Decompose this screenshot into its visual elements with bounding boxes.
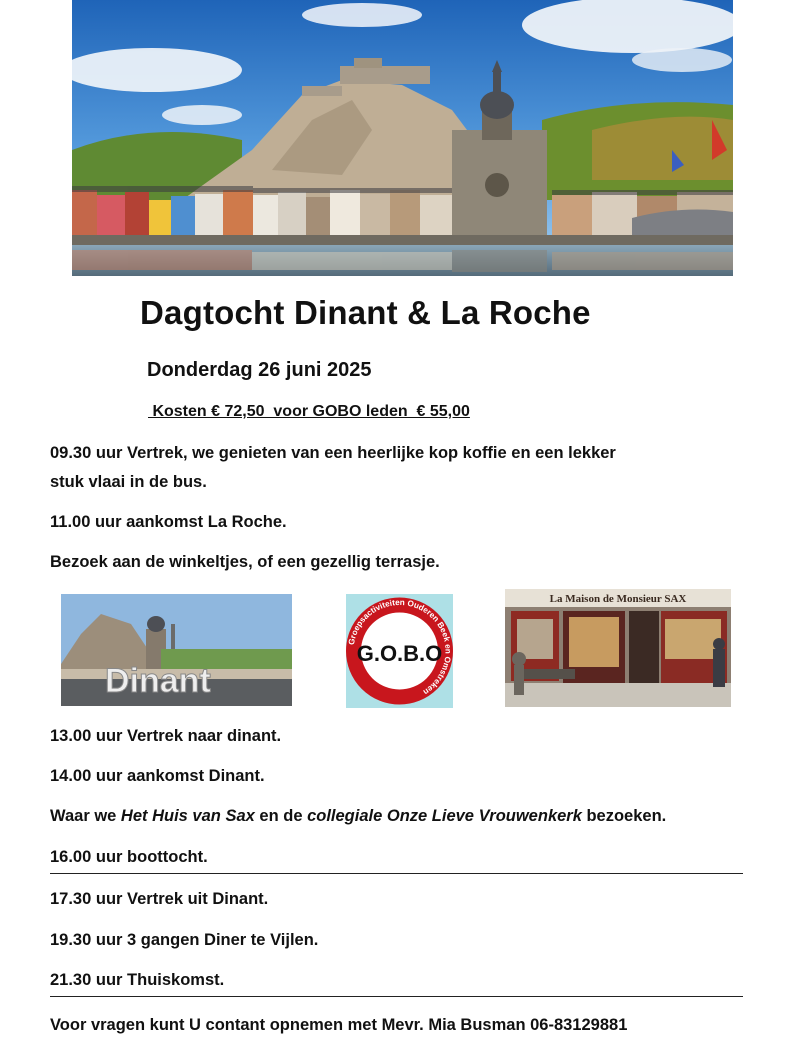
gobo-logo xyxy=(346,594,453,708)
schedule-home: 21.30 uur Thuiskomst. xyxy=(50,971,225,989)
visit-middle: en de xyxy=(254,807,308,825)
visit-prefix: Waar we xyxy=(50,807,121,825)
schedule-arrive-dinant: 14.00 uur aankomst Dinant. xyxy=(50,767,265,785)
photo-maison-sax xyxy=(505,589,731,707)
schedule-depart-dinant: 13.00 uur Vertrek naar dinant. xyxy=(50,727,282,745)
visit-suffix: bezoeken. xyxy=(581,807,667,825)
schedule-la-roche-activity: Bezoek aan de winkeltjes, of een gezellig terrasje. xyxy=(50,553,440,571)
shop-sign-text: La Maison de Monsieur SAX xyxy=(549,593,687,605)
gobo-ring-text: Groepsactiviteiten Ouderen Beek en Omstreken xyxy=(346,597,453,697)
photo-dinant-sign xyxy=(61,594,292,706)
schedule-dinner: 19.30 uur 3 gangen Diner te Vijlen. xyxy=(50,931,319,949)
dinant-sign-text: Dinant xyxy=(105,662,211,700)
divider xyxy=(50,873,743,874)
event-date: Donderdag 26 juni 2025 xyxy=(147,359,372,381)
gobo-logo-letters: G.O.B.O xyxy=(356,641,443,666)
visit-place-huis-van-sax: Het Huis van Sax xyxy=(120,807,255,825)
visit-place-church: collegiale Onze Lieve Vrouwenkerk xyxy=(307,807,582,825)
cost-line: Kosten € 72,50 voor GOBO leden € 55,00 xyxy=(148,403,470,420)
schedule-boat-trip: 16.00 uur boottocht. xyxy=(50,848,208,866)
divider xyxy=(50,996,743,997)
schedule-visit xyxy=(50,804,666,828)
schedule-leave-dinant: 17.30 uur Vertrek uit Dinant. xyxy=(50,890,269,908)
page-title: Dagtocht Dinant & La Roche xyxy=(140,294,591,331)
schedule-departure: 09.30 uur Vertrek, we genieten van een heerlijke kop koffie en een lekker xyxy=(50,444,616,462)
schedule-departure-continued: stuk vlaai in de bus. xyxy=(50,473,207,491)
hero-photo-dinant xyxy=(72,0,733,276)
schedule-arrival-la-roche: 11.00 uur aankomst La Roche. xyxy=(50,513,287,531)
contact-info: Voor vragen kunt U contant opnemen met Mevr. Mia Busman 06-83129881 xyxy=(50,1016,628,1034)
